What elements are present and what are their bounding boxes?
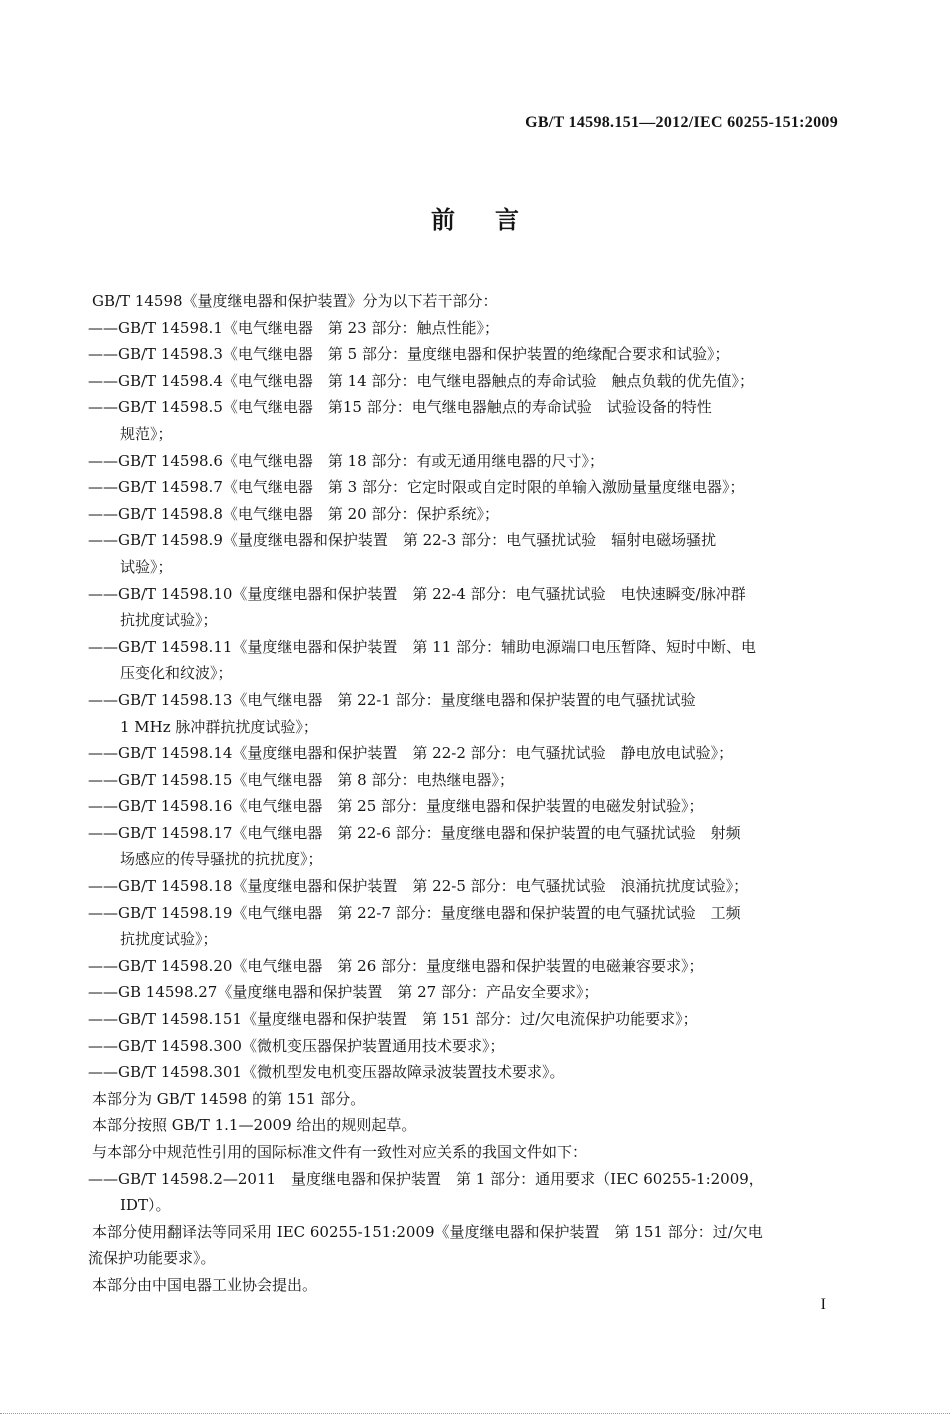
list-item-continuation: 抗扰度试验》； [120, 930, 218, 949]
list-item: ——GB/T 14598.301《微机型发电机变压器故障录波装置技术要求》。 [88, 1063, 565, 1082]
page-title: 前言 [431, 206, 559, 234]
list-item: ——GB/T 14598.13《电气继电器 第 22-1 部分：量度继电器和保护装置的电气骚扰试验 [88, 690, 696, 709]
list-item: ——GB/T 14598.10《量度继电器和保护装置 第 22-4 部分：电气骚扰试验 电快速瞬变/脉冲群 [88, 584, 746, 603]
list-item: ——GB/T 14598.300《微机变压器保护装置通用技术要求》； [88, 1036, 505, 1055]
list-item: ——GB/T 14598.6《电气继电器 第 18 部分：有或无通用继电器的尺寸》； [88, 451, 604, 470]
paragraph-reference-intro: 与本部分中规范性引用的国际标准文件有一致性对应关系的我国文件如下： [92, 1143, 588, 1161]
list-item: ——GB/T 14598.4《电气继电器 第 14 部分：电气继电器触点的寿命试验 触点负载的优先值》； [88, 371, 754, 390]
paragraph-adoption: 本部分使用翻译法等同采用 IEC 60255-151:2009《量度继电器和保护装置 第 151 部分：过/欠电 [92, 1222, 763, 1241]
list-item: ——GB/T 14598.11《量度继电器和保护装置 第 11 部分：辅助电源端口电压暂降、短时中断、电 [88, 637, 757, 656]
intro-paragraph: GB/T 14598《量度继电器和保护装置》分为以下若干部分： [92, 292, 498, 310]
paragraph-proposer: 本部分由中国电器工业协会提出。 [92, 1275, 318, 1294]
standard-number-header: GB/T 14598.151—2012/IEC 60255-151:2009 [525, 114, 838, 131]
document-body [88, 288, 840, 1299]
list-item-continuation: 压变化和纹波》； [120, 664, 233, 683]
list-item: ——GB/T 14598.17《电气继电器 第 22-6 部分：量度继电器和保护装置的电气骚扰试验 射频 [88, 823, 741, 842]
list-item-continuation: 1 MHz 脉冲群抗扰度试验》； [120, 717, 318, 736]
list-item: ——GB/T 14598.15《电气继电器 第 8 部分：电热继电器》； [88, 770, 514, 789]
list-item: ——GB/T 14598.20《电气继电器 第 26 部分：量度继电器和保护装置的电磁兼容要求》； [88, 956, 704, 975]
list-item: ——GB/T 14598.5《电气继电器 第15 部分：电气继电器触点的寿命试验 试验设备的特性 [88, 398, 712, 417]
list-item-continuation: 抗扰度试验》； [120, 611, 218, 630]
scan-edge-divider [0, 1413, 950, 1414]
list-item: ——GB/T 14598.1《电气继电器 第 23 部分：触点性能》； [88, 318, 499, 337]
list-item: ——GB/T 14598.19《电气继电器 第 22-7 部分：量度继电器和保护装置的电气骚扰试验 工频 [88, 903, 741, 922]
list-item: ——GB/T 14598.14《量度继电器和保护装置 第 22-2 部分：电气骚扰试验 静电放电试验》； [88, 744, 734, 763]
list-item: ——GB/T 14598.16《电气继电器 第 25 部分：量度继电器和保护装置的电磁发射试验》； [88, 797, 704, 816]
paragraph-part-statement: 本部分为 GB/T 14598 的第 151 部分。 [92, 1089, 366, 1108]
list-item: ——GB/T 14598.151《量度继电器和保护装置 第 151 部分：过/欠电流保护功能要求》； [88, 1010, 698, 1029]
list-item: ——GB/T 14598.18《量度继电器和保护装置 第 22-5 部分：电气骚扰试验 浪涌抗扰度试验》； [88, 877, 749, 896]
list-item-continuation: IDT）。 [120, 1196, 171, 1215]
list-item: ——GB/T 14598.2—2011 量度继电器和保护装置 第 1 部分：通用要求（IEC 60255-1:2009， [88, 1169, 764, 1188]
list-item: ——GB/T 14598.9《量度继电器和保护装置 第 22-3 部分：电气骚扰试验 辐射电磁场骚扰 [88, 531, 717, 550]
list-item-continuation: 试验》； [120, 557, 173, 576]
page-number: I [820, 1296, 826, 1313]
list-item: ——GB/T 14598.3《电气继电器 第 5 部分：量度继电器和保护装置的绝缘配合要求和试验》； [88, 345, 730, 364]
list-item: ——GB/T 14598.8《电气继电器 第 20 部分：保护系统》； [88, 504, 499, 523]
list-item: ——GB 14598.27《量度继电器和保护装置 第 27 部分：产品安全要求》； [88, 983, 599, 1002]
paragraph-drafting-rules: 本部分按照 GB/T 1.1—2009 给出的规则起草。 [92, 1116, 417, 1135]
paragraph-continuation: 流保护功能要求》。 [88, 1249, 216, 1268]
list-item-continuation: 规范》； [120, 424, 173, 443]
list-item-continuation: 场感应的传导骚扰的抗扰度》； [120, 850, 323, 869]
list-item: ——GB/T 14598.7《电气继电器 第 3 部分：它定时限或自定时限的单输入激励量量度继电器》； [88, 478, 745, 497]
